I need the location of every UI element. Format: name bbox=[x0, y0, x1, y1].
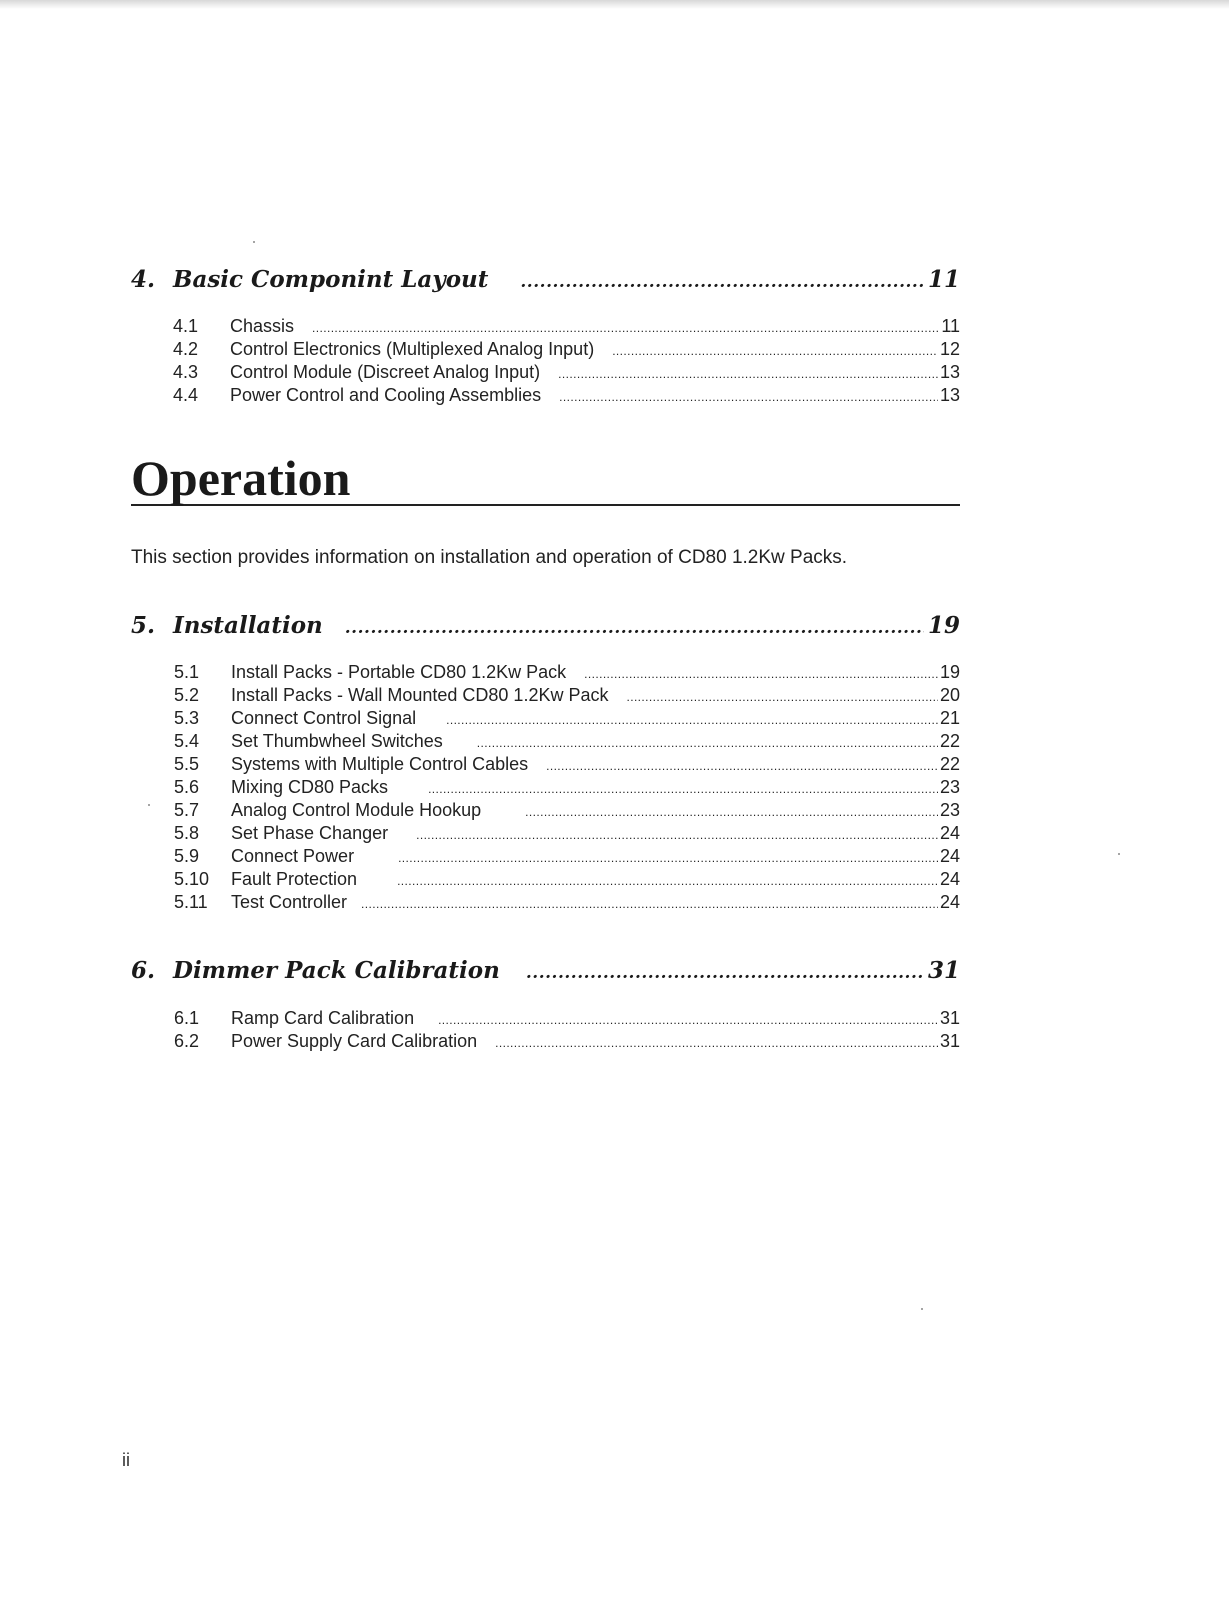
leader-dots bbox=[526, 963, 924, 983]
toc-entry[interactable] bbox=[174, 869, 960, 892]
entry-number: 5.4 bbox=[174, 731, 200, 751]
toc-entry[interactable] bbox=[174, 892, 960, 915]
entry-page: 22 bbox=[939, 731, 960, 751]
chapter-title: Basic Componint Layout bbox=[173, 266, 489, 293]
toc-chapter-4[interactable] bbox=[131, 266, 960, 293]
toc-entry[interactable] bbox=[174, 754, 960, 777]
entry-page: 23 bbox=[939, 800, 960, 820]
entry-page: 22 bbox=[939, 754, 960, 774]
entry-number: 5.1 bbox=[174, 662, 200, 682]
leader-dots bbox=[525, 805, 938, 819]
toc-entry[interactable] bbox=[173, 339, 960, 362]
toc-entry[interactable] bbox=[174, 800, 960, 823]
entry-page: 19 bbox=[939, 662, 960, 682]
chapter-page: 11 bbox=[927, 266, 960, 293]
toc-entry[interactable] bbox=[174, 777, 960, 800]
entry-number: 4.4 bbox=[173, 385, 199, 405]
entry-page: 13 bbox=[939, 362, 960, 382]
scan-edge bbox=[0, 0, 1229, 9]
entry-title: Mixing CD80 Packs bbox=[231, 777, 389, 797]
leader-dots bbox=[312, 321, 939, 335]
leader-dots bbox=[416, 828, 938, 842]
leader-dots bbox=[584, 667, 938, 681]
footer-page-number: ii bbox=[122, 1450, 130, 1470]
leader-dots bbox=[477, 736, 938, 750]
scan-speck bbox=[253, 241, 255, 243]
entry-page: 24 bbox=[939, 823, 960, 843]
toc-chapter-5[interactable] bbox=[131, 612, 960, 639]
toc-entry[interactable] bbox=[174, 823, 960, 846]
entry-title: Connect Power bbox=[231, 846, 355, 866]
leader-dots bbox=[398, 851, 938, 865]
leader-dots bbox=[361, 897, 938, 911]
toc-entry[interactable] bbox=[173, 316, 960, 339]
entry-title: Analog Control Module Hookup bbox=[231, 800, 482, 820]
leader-dots bbox=[546, 759, 938, 773]
entry-title: Set Thumbwheel Switches bbox=[231, 731, 443, 751]
entry-title: Systems with Multiple Control Cables bbox=[231, 754, 529, 774]
entry-page: 24 bbox=[939, 892, 960, 912]
entry-number: 5.7 bbox=[174, 800, 200, 820]
entry-number: 5.11 bbox=[174, 892, 208, 912]
entry-number: 5.6 bbox=[174, 777, 200, 797]
entry-page: 12 bbox=[939, 339, 960, 359]
chapter-number: 5. bbox=[131, 612, 156, 639]
toc-entry[interactable] bbox=[174, 708, 960, 731]
entry-number: 5.2 bbox=[174, 685, 200, 705]
entry-title: Power Control and Cooling Assemblies bbox=[230, 385, 542, 405]
chapter-number: 6. bbox=[131, 957, 156, 984]
entry-title: Control Electronics (Multiplexed Analog Input) bbox=[230, 339, 595, 359]
leader-dots bbox=[446, 713, 938, 727]
entry-number: 6.1 bbox=[174, 1008, 200, 1028]
chapter-page: 31 bbox=[927, 957, 960, 984]
entry-title: Fault Protection bbox=[231, 869, 358, 889]
chapter-number: 4. bbox=[131, 266, 156, 293]
entry-number: 5.3 bbox=[174, 708, 200, 728]
toc-entry[interactable] bbox=[174, 846, 960, 869]
entry-page: 31 bbox=[939, 1008, 960, 1028]
toc-chapter-6[interactable] bbox=[131, 957, 960, 984]
entry-page: 20 bbox=[939, 685, 960, 705]
entry-title: Chassis bbox=[230, 316, 295, 336]
operation-heading: Operation bbox=[131, 452, 960, 506]
leader-dots bbox=[397, 874, 938, 888]
entry-number: 5.5 bbox=[174, 754, 200, 774]
chapter-title: Installation bbox=[173, 612, 323, 639]
chapter-title: Dimmer Pack Calibration bbox=[173, 957, 500, 984]
chapter-page: 19 bbox=[927, 612, 960, 639]
toc-entry[interactable] bbox=[174, 1031, 960, 1054]
entry-number: 4.2 bbox=[173, 339, 199, 359]
scan-speck bbox=[1118, 853, 1120, 855]
entry-number: 6.2 bbox=[174, 1031, 200, 1051]
leader-dots bbox=[438, 1013, 938, 1027]
toc-entry[interactable] bbox=[173, 385, 960, 408]
toc-entry[interactable] bbox=[174, 1008, 960, 1031]
entry-title: Set Phase Changer bbox=[231, 823, 389, 843]
entry-number: 5.10 bbox=[174, 869, 210, 889]
leader-dots bbox=[626, 690, 937, 704]
entry-title: Connect Control Signal bbox=[231, 708, 417, 728]
entry-page: 24 bbox=[939, 846, 960, 866]
leader-dots bbox=[612, 344, 938, 358]
leader-dots bbox=[345, 618, 924, 638]
leader-dots bbox=[428, 782, 938, 796]
toc-entry[interactable] bbox=[174, 662, 960, 685]
entry-number: 4.3 bbox=[173, 362, 199, 382]
operation-description: This section provides information on installation and operation of CD80 1.2Kw Packs. bbox=[131, 547, 848, 568]
entry-page: 11 bbox=[941, 316, 960, 336]
entry-title: Install Packs - Wall Mounted CD80 1.2Kw Pack bbox=[231, 685, 609, 705]
entry-page: 31 bbox=[939, 1031, 960, 1051]
leader-dots bbox=[495, 1036, 938, 1050]
leader-dots bbox=[520, 272, 924, 292]
scan-speck bbox=[148, 804, 150, 806]
entry-title: Power Supply Card Calibration bbox=[231, 1031, 478, 1051]
entry-title: Install Packs - Portable CD80 1.2Kw Pack bbox=[231, 662, 567, 682]
entry-page: 23 bbox=[939, 777, 960, 797]
scan-speck bbox=[921, 1308, 923, 1310]
entry-title: Control Module (Discreet Analog Input) bbox=[230, 362, 541, 382]
toc-entry[interactable] bbox=[174, 685, 960, 708]
leader-dots bbox=[559, 390, 938, 404]
leader-dots bbox=[558, 367, 938, 381]
toc-entry[interactable] bbox=[173, 362, 960, 385]
entry-page: 24 bbox=[939, 869, 960, 889]
toc-entry[interactable] bbox=[174, 731, 960, 754]
entry-page: 13 bbox=[939, 385, 960, 405]
entry-title: Test Controller bbox=[231, 892, 348, 912]
entry-page: 21 bbox=[939, 708, 960, 728]
entry-title: Ramp Card Calibration bbox=[231, 1008, 415, 1028]
entry-number: 5.9 bbox=[174, 846, 200, 866]
entry-number: 4.1 bbox=[173, 316, 199, 336]
entry-number: 5.8 bbox=[174, 823, 200, 843]
